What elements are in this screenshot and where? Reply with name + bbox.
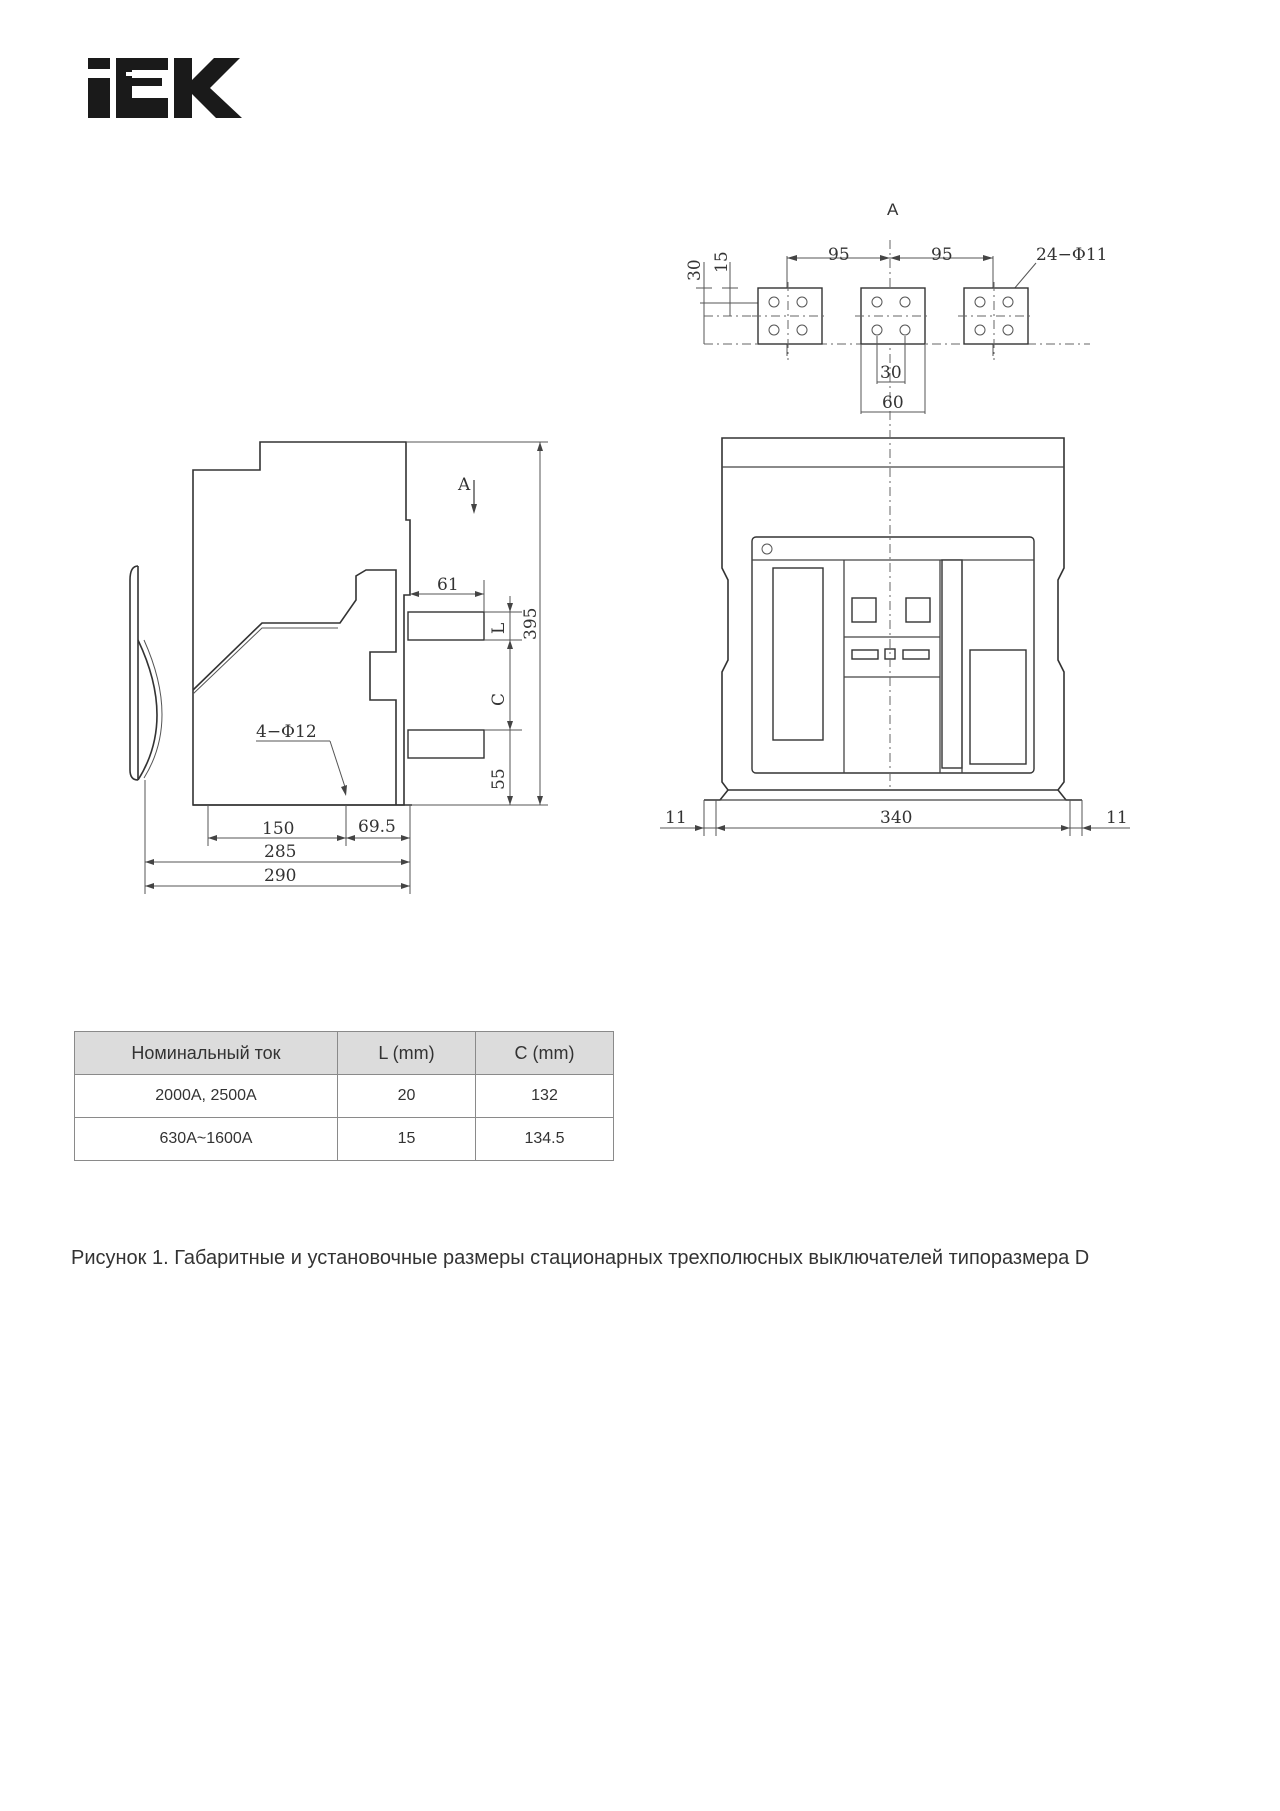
dim-61: 61 <box>437 575 459 595</box>
cell-L: 15 <box>338 1118 476 1161</box>
dim-15-top: 15 <box>712 251 732 273</box>
dim-60-width: 60 <box>882 393 904 413</box>
dim-395: 395 <box>521 607 541 640</box>
dim-69-5: 69.5 <box>358 817 396 837</box>
dim-55: 55 <box>489 768 509 790</box>
cell-C: 134.5 <box>476 1118 614 1161</box>
terminal-pad-2 <box>855 288 931 344</box>
cell-C: 132 <box>476 1075 614 1118</box>
dim-11-right: 11 <box>1106 808 1128 828</box>
dim-285: 285 <box>264 842 297 862</box>
side-view <box>130 442 484 830</box>
dim-95-left: 95 <box>828 245 850 265</box>
mount-holes-label: 4−Φ12 <box>256 722 317 742</box>
dim-30-spacing: 30 <box>880 363 902 383</box>
front-view <box>704 430 1082 800</box>
terminal-pad-1 <box>752 282 828 360</box>
dim-30-top: 30 <box>685 259 705 281</box>
header-C: C (mm) <box>476 1032 614 1075</box>
table-row <box>75 1118 614 1161</box>
view-a-arrow-label: A <box>458 475 471 495</box>
cell-current: 2000A, 2500A <box>75 1075 338 1118</box>
terminal-pad-3 <box>958 282 1034 360</box>
header-L: L (mm) <box>338 1032 476 1075</box>
dim-L: L <box>489 622 509 634</box>
rating-table <box>74 1031 614 1161</box>
dim-11-left: 11 <box>665 808 687 828</box>
table-row <box>75 1075 614 1118</box>
dim-95-right: 95 <box>931 245 953 265</box>
cell-L: 20 <box>338 1075 476 1118</box>
cell-current: 630A~1600A <box>75 1118 338 1161</box>
table-header-row <box>75 1032 614 1075</box>
dim-340: 340 <box>880 808 913 828</box>
figure-caption: Рисунок 1. Габаритные и установочные размеры стационарных трехполюсных выключателей типоразмера D <box>71 1247 1090 1269</box>
view-a-title: A <box>887 200 899 219</box>
dim-150: 150 <box>262 819 295 839</box>
dim-C: C <box>489 692 509 706</box>
dim-290: 290 <box>264 866 297 886</box>
header-rated-current: Номинальный ток <box>75 1032 338 1075</box>
holes-label: 24−Φ11 <box>1036 245 1108 265</box>
